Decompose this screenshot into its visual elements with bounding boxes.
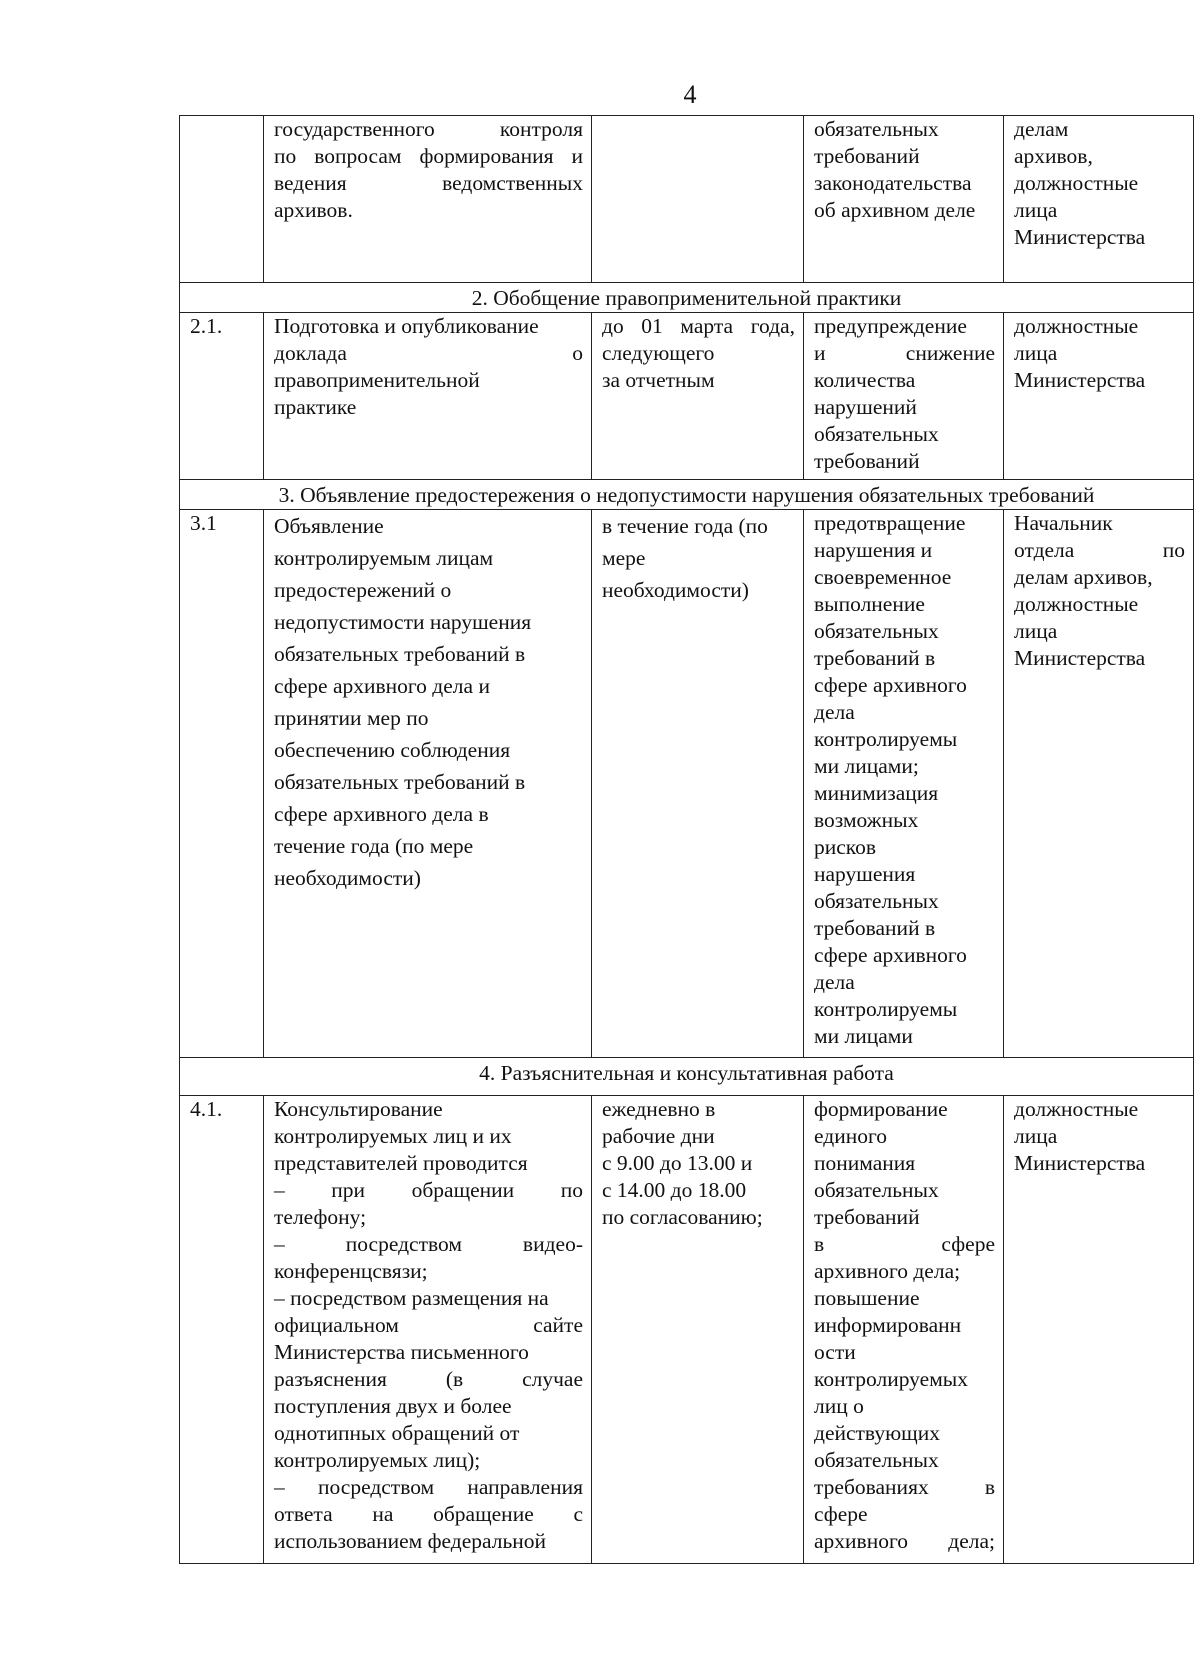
section-header-row [180,480,1194,510]
text-line: Министерства [1014,646,1146,670]
text-line: требований [814,144,920,168]
control-measures-table [179,115,1194,1564]
text-line: обязательных [814,422,939,446]
text-line: Министерства [1014,368,1146,392]
text-line: ости [814,1340,856,1364]
text-line: Министерства письменного [274,1340,529,1364]
text-line: – при обращении по [274,1178,583,1202]
text-line: лица [1014,1124,1058,1148]
text-line: должностные [1014,1097,1139,1121]
text-line: конференцсвязи; [274,1259,428,1283]
text-line: возможных [814,808,919,832]
text-line: предупреждение [814,314,967,338]
table-row [180,510,1194,1058]
text-line: сфере архивного [814,673,967,697]
section-title: 3. Объявление предостережения о недопустимости нарушения обязательных требований [180,480,1194,510]
text-line: архивов. [274,198,353,222]
text-line: отдела по [1014,538,1185,562]
text-line: обязательных [814,1178,939,1202]
text-line: контролируемых лиц и их [274,1124,512,1148]
text-line: лица [1014,198,1058,222]
text-line: об архивном деле [814,198,976,222]
text-line: архивов, [1014,144,1093,168]
text-line: обязательных [814,619,939,643]
text-line: Объявление [274,514,384,538]
text-line: до 01 марта года, [602,314,795,338]
cell-result [804,510,1004,1058]
cell-result [804,1096,1004,1564]
text-line: сфере архивного дела и [274,674,490,698]
text-line: количества [814,368,916,392]
text-line: обязательных требований в [274,642,526,666]
text-line: архивного дела; [814,1529,995,1553]
cell-measure [264,1096,592,1564]
text-line: предостережений о [274,578,452,602]
cell-responsible [1004,313,1194,480]
text-line: необходимости) [602,578,749,602]
text-line: по согласованию; [602,1205,763,1229]
text-line: обязательных [814,889,939,913]
text-line: Министерства [1014,1151,1146,1175]
text-line: с 9.00 до 13.00 и [602,1151,753,1175]
text-line: и снижение [814,341,995,365]
text-line: нарушения и [814,538,933,562]
text-line: правоприменительной [274,368,480,392]
text-line: требований в [814,916,936,940]
text-line: в течение года (по [602,514,768,538]
text-line: нарушений [814,395,917,419]
text-line: – посредством направления [274,1475,583,1499]
text-line: выполнение [814,592,925,616]
text-line: законодательства [814,171,972,195]
text-line: контролируемы [814,727,958,751]
text-line: контролируемым лицам [274,546,494,570]
text-line: обязательных [814,1448,939,1472]
text-line: формирование [814,1097,948,1121]
text-line: дела [814,970,855,994]
section-title: 4. Разъяснительная и консультативная работа [180,1058,1194,1096]
text-line: практике [274,395,357,419]
text-line: делам [1014,117,1069,141]
text-line: с 14.00 до 18.00 [602,1178,747,1202]
text-line: представителей проводится [274,1151,528,1175]
text-line: доклада о [274,341,583,365]
text-line: контролируемых лиц); [274,1448,481,1472]
text-line: государственного контроля [274,117,583,141]
text-line: обеспечению соблюдения [274,738,511,762]
text-line: делам архивов, [1014,565,1153,589]
cell-measure [264,313,592,480]
text-line: предотвращение [814,511,966,535]
text-line: должностные [1014,592,1139,616]
text-line: рисков [814,835,877,859]
text-line: сфере [814,1502,868,1526]
cell-term [592,313,804,480]
text-line: понимания [814,1151,916,1175]
section-header-row [180,283,1194,313]
text-line: требований в [814,646,936,670]
text-line: течение года (по мере [274,834,474,858]
text-line: – посредством размещения на [274,1286,549,1310]
text-line: Подготовка и опубликование [274,314,539,338]
table-row [180,1096,1194,1564]
text-line: недопустимости нарушения [274,610,532,634]
text-line: дела [814,700,855,724]
text-line: своевременное [814,565,952,589]
cell-responsible [1004,1096,1194,1564]
text-line: ответа на обращение с [274,1502,583,1526]
text-line: требований [814,1205,920,1229]
text-line: лиц о [814,1394,864,1418]
text-line: мере [602,546,646,570]
text-line: в сфере [814,1232,995,1256]
text-line: рабочие дни [602,1124,715,1148]
cell-responsible [1004,116,1194,283]
table-row [180,313,1194,480]
text-line: ми лицами; [814,754,919,778]
text-line: за отчетным [602,368,715,392]
page-number: 4 [683,80,697,109]
text-line: лица [1014,341,1058,365]
text-line: требованиях в [814,1475,995,1499]
text-line: единого [814,1124,887,1148]
text-line: поступления двух и более [274,1394,512,1418]
text-line: должностные [1014,314,1139,338]
text-line: Начальник [1014,511,1113,535]
table-row [180,116,1194,283]
cell-measure [264,510,592,1058]
text-line: по вопросам формирования и [274,144,583,168]
cell-number [180,116,264,283]
text-line: – посредством видео- [274,1232,583,1256]
text-line: разъяснения (в случае [274,1367,583,1391]
text-line: информированн [814,1313,962,1337]
text-line: действующих [814,1421,940,1445]
text-line: Министерства [1014,225,1146,249]
text-line: следующего [602,341,715,365]
text-line: сфере архивного [814,943,967,967]
cell-term [592,1096,804,1564]
section-header-row [180,1058,1194,1096]
text-line: ведения ведомственных [274,171,583,195]
cell-number: 2.1. [180,313,264,480]
text-line: ми лицами [814,1024,913,1048]
cell-number: 3.1 [180,510,264,1058]
text-line: контролируемы [814,997,958,1021]
text-line: повышение [814,1286,920,1310]
text-line: минимизация [814,781,939,805]
text-line: контролируемых [814,1367,968,1391]
text-line: необходимости) [274,866,421,890]
text-line: телефону; [274,1205,367,1229]
cell-result [804,313,1004,480]
cell-measure [264,116,592,283]
cell-term [592,510,804,1058]
text-line: Консультирование [274,1097,443,1121]
cell-result [804,116,1004,283]
text-line: обязательных требований в [274,770,526,794]
text-line: должностные [1014,171,1139,195]
text-line: официальном сайте [274,1313,583,1337]
text-line: лица [1014,619,1058,643]
text-line: сфере архивного дела в [274,802,489,826]
text-line: использованием федеральной [274,1529,547,1553]
text-line: принятии мер по [274,706,429,730]
text-line: однотипных обращений от [274,1421,520,1445]
text-line: архивного дела; [814,1259,961,1283]
cell-responsible [1004,510,1194,1058]
section-title: 2. Обобщение правоприменительной практики [180,283,1194,313]
text-line: нарушения [814,862,916,886]
text-line: обязательных [814,117,939,141]
text-line: ежедневно в [602,1097,716,1121]
cell-number: 4.1. [180,1096,264,1564]
cell-term [592,116,804,283]
text-line: требований [814,449,920,473]
